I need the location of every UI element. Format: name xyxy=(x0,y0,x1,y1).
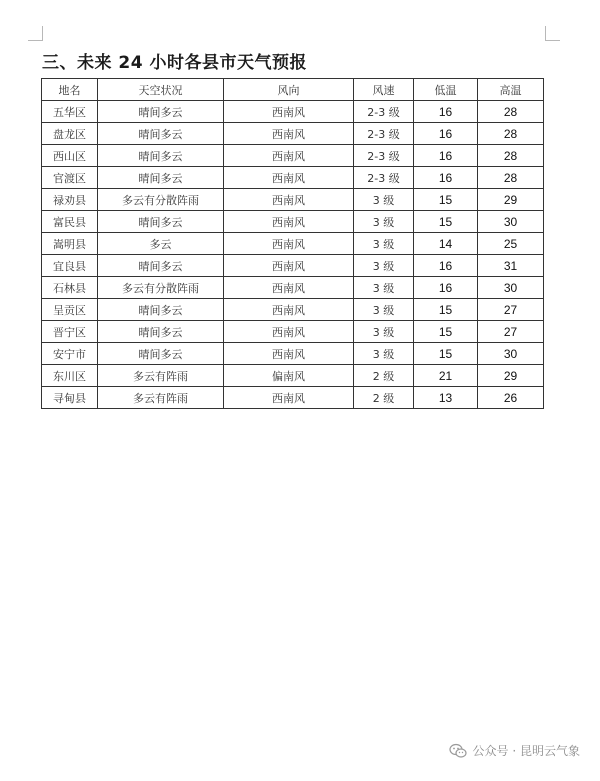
header-sky: 天空状况 xyxy=(98,79,224,101)
account-watermark xyxy=(449,742,580,759)
cell-wind-direction: 西南风 xyxy=(224,321,354,343)
cell-place: 官渡区 xyxy=(42,167,98,189)
cell-wind-speed: 3 级 xyxy=(354,189,414,211)
table-row xyxy=(42,299,544,321)
table-row xyxy=(42,167,544,189)
cell-wind-speed: 3 级 xyxy=(354,321,414,343)
cell-wind-speed: 2 级 xyxy=(354,365,414,387)
cell-sky: 多云有分散阵雨 xyxy=(98,189,224,211)
cell-wind-speed: 2-3 级 xyxy=(354,101,414,123)
table-row xyxy=(42,145,544,167)
cell-wind-direction: 西南风 xyxy=(224,145,354,167)
table-row xyxy=(42,343,544,365)
forecast-table xyxy=(41,78,544,409)
cell-wind-direction: 西南风 xyxy=(224,387,354,409)
cell-place: 富民县 xyxy=(42,211,98,233)
table-row xyxy=(42,189,544,211)
header-wind-speed: 风速 xyxy=(354,79,414,101)
table-row xyxy=(42,365,544,387)
cell-low-temp: 16 xyxy=(414,255,478,277)
cell-high-temp: 29 xyxy=(478,365,544,387)
cell-low-temp: 21 xyxy=(414,365,478,387)
cell-sky: 晴间多云 xyxy=(98,167,224,189)
header-wind-direction: 风向 xyxy=(224,79,354,101)
cell-sky: 晴间多云 xyxy=(98,255,224,277)
table-header-row xyxy=(42,79,544,101)
cell-place: 石林县 xyxy=(42,277,98,299)
cell-place: 安宁市 xyxy=(42,343,98,365)
cell-low-temp: 16 xyxy=(414,277,478,299)
cell-wind-direction: 西南风 xyxy=(224,101,354,123)
cell-wind-speed: 2-3 级 xyxy=(354,145,414,167)
table-row xyxy=(42,123,544,145)
cell-wind-speed: 2 级 xyxy=(354,387,414,409)
cell-low-temp: 15 xyxy=(414,299,478,321)
cell-wind-speed: 3 级 xyxy=(354,255,414,277)
cell-wind-speed: 3 级 xyxy=(354,233,414,255)
cell-sky: 晴间多云 xyxy=(98,211,224,233)
cell-place: 晋宁区 xyxy=(42,321,98,343)
table-row xyxy=(42,387,544,409)
cell-low-temp: 16 xyxy=(414,123,478,145)
cell-low-temp: 16 xyxy=(414,145,478,167)
cell-wind-direction: 西南风 xyxy=(224,277,354,299)
cell-sky: 晴间多云 xyxy=(98,101,224,123)
cell-low-temp: 14 xyxy=(414,233,478,255)
cell-low-temp: 15 xyxy=(414,321,478,343)
cell-high-temp: 28 xyxy=(478,101,544,123)
page-corner-mark-right xyxy=(545,26,560,41)
cell-place: 西山区 xyxy=(42,145,98,167)
cell-low-temp: 15 xyxy=(414,211,478,233)
cell-sky: 晴间多云 xyxy=(98,343,224,365)
cell-place: 禄劝县 xyxy=(42,189,98,211)
cell-high-temp: 25 xyxy=(478,233,544,255)
header-low-temp: 低温 xyxy=(414,79,478,101)
cell-wind-direction: 西南风 xyxy=(224,211,354,233)
cell-high-temp: 28 xyxy=(478,123,544,145)
cell-high-temp: 27 xyxy=(478,299,544,321)
table-row xyxy=(42,211,544,233)
cell-wind-direction: 西南风 xyxy=(224,123,354,145)
cell-high-temp: 28 xyxy=(478,145,544,167)
cell-place: 寻甸县 xyxy=(42,387,98,409)
cell-low-temp: 15 xyxy=(414,343,478,365)
cell-high-temp: 29 xyxy=(478,189,544,211)
cell-high-temp: 30 xyxy=(478,211,544,233)
cell-place: 嵩明县 xyxy=(42,233,98,255)
cell-high-temp: 26 xyxy=(478,387,544,409)
cell-place: 呈贡区 xyxy=(42,299,98,321)
cell-wind-speed: 3 级 xyxy=(354,277,414,299)
cell-place: 宜良县 xyxy=(42,255,98,277)
cell-high-temp: 30 xyxy=(478,343,544,365)
cell-high-temp: 30 xyxy=(478,277,544,299)
table-row xyxy=(42,321,544,343)
cell-sky: 多云有分散阵雨 xyxy=(98,277,224,299)
cell-place: 五华区 xyxy=(42,101,98,123)
cell-wind-direction: 西南风 xyxy=(224,255,354,277)
wechat-icon xyxy=(449,743,467,759)
cell-low-temp: 13 xyxy=(414,387,478,409)
table-row xyxy=(42,101,544,123)
cell-sky: 晴间多云 xyxy=(98,145,224,167)
cell-low-temp: 15 xyxy=(414,189,478,211)
cell-wind-speed: 2-3 级 xyxy=(354,167,414,189)
cell-wind-direction: 西南风 xyxy=(224,167,354,189)
cell-sky: 晴间多云 xyxy=(98,123,224,145)
cell-high-temp: 27 xyxy=(478,321,544,343)
cell-sky: 多云有阵雨 xyxy=(98,387,224,409)
cell-place: 盘龙区 xyxy=(42,123,98,145)
cell-wind-direction: 西南风 xyxy=(224,343,354,365)
cell-sky: 多云有阵雨 xyxy=(98,365,224,387)
cell-wind-speed: 3 级 xyxy=(354,299,414,321)
cell-high-temp: 31 xyxy=(478,255,544,277)
cell-wind-direction: 西南风 xyxy=(224,189,354,211)
cell-wind-direction: 西南风 xyxy=(224,233,354,255)
watermark-text: 公众号 · 昆明云气象 xyxy=(472,744,580,758)
cell-sky: 晴间多云 xyxy=(98,299,224,321)
table-row xyxy=(42,277,544,299)
cell-wind-direction: 西南风 xyxy=(224,299,354,321)
section-heading: 三、未来 24 小时各县市天气预报 xyxy=(42,53,307,73)
table-row xyxy=(42,233,544,255)
header-high-temp: 高温 xyxy=(478,79,544,101)
cell-place: 东川区 xyxy=(42,365,98,387)
cell-wind-speed: 3 级 xyxy=(354,343,414,365)
table-row xyxy=(42,255,544,277)
cell-low-temp: 16 xyxy=(414,101,478,123)
cell-high-temp: 28 xyxy=(478,167,544,189)
cell-low-temp: 16 xyxy=(414,167,478,189)
cell-wind-speed: 3 级 xyxy=(354,211,414,233)
page-corner-mark-left xyxy=(28,26,43,41)
cell-wind-direction: 偏南风 xyxy=(224,365,354,387)
cell-sky: 多云 xyxy=(98,233,224,255)
cell-wind-speed: 2-3 级 xyxy=(354,123,414,145)
header-place: 地名 xyxy=(42,79,98,101)
cell-sky: 晴间多云 xyxy=(98,321,224,343)
